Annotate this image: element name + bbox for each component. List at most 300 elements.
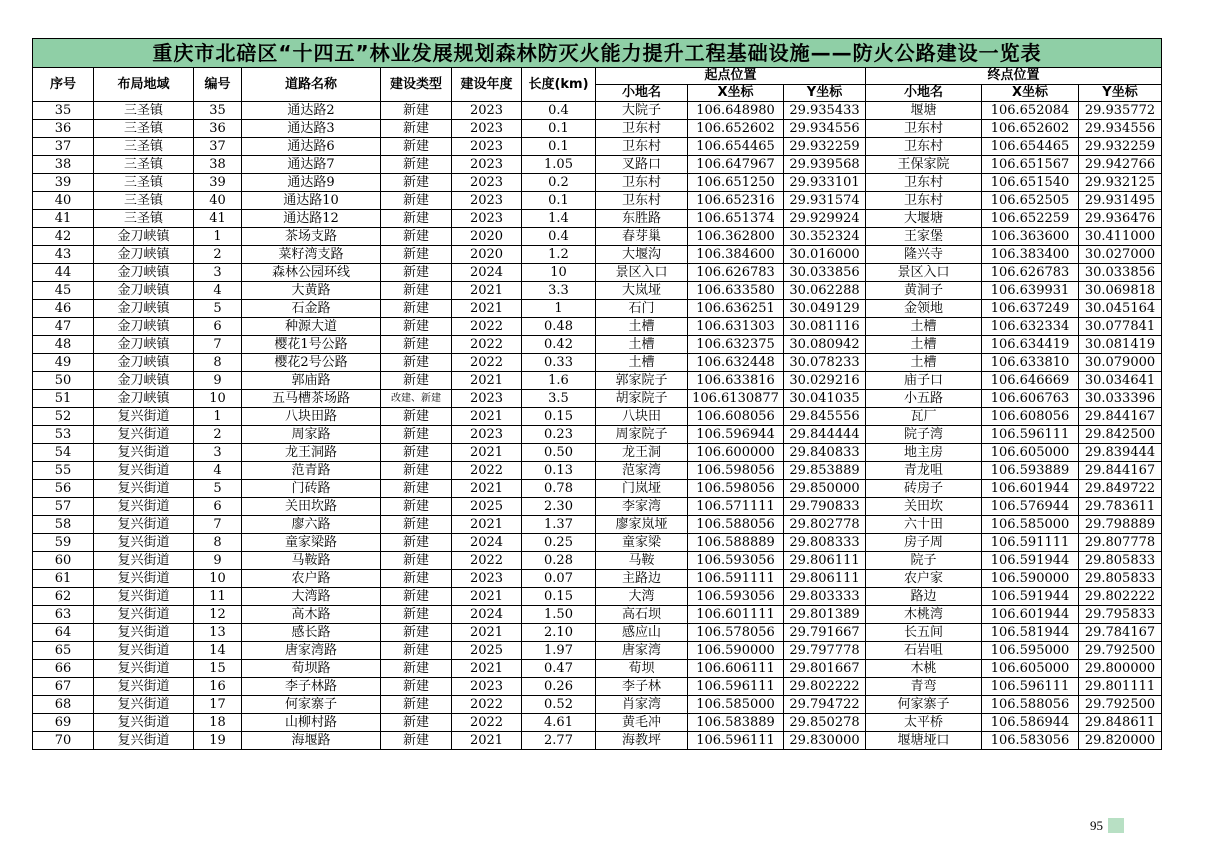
cell-length: 0.28 [522, 552, 596, 570]
cell-construction-type: 新建 [381, 606, 452, 624]
cell-code: 6 [194, 318, 242, 336]
cell-end-place: 庙子口 [866, 372, 982, 390]
cell-code: 10 [194, 390, 242, 408]
cell-length: 0.1 [522, 138, 596, 156]
header-road-name: 道路名称 [242, 68, 381, 102]
cell-construction-type: 新建 [381, 426, 452, 444]
cell-end-x: 106.593889 [982, 462, 1079, 480]
cell-seq: 68 [33, 696, 94, 714]
table-row [33, 192, 1162, 210]
header-length: 长度(km) [522, 68, 596, 102]
cell-area: 金刀峡镇 [94, 246, 194, 264]
cell-start-place: 周家院子 [596, 426, 688, 444]
cell-end-place: 路边 [866, 588, 982, 606]
cell-end-place: 关田坎 [866, 498, 982, 516]
cell-length: 1.4 [522, 210, 596, 228]
cell-construction-year: 2024 [452, 264, 522, 282]
cell-end-x: 106.633810 [982, 354, 1079, 372]
cell-start-place: 春芽巢 [596, 228, 688, 246]
cell-construction-type: 新建 [381, 120, 452, 138]
cell-start-place: 高石坝 [596, 606, 688, 624]
cell-seq: 54 [33, 444, 94, 462]
cell-start-place: 范家湾 [596, 462, 688, 480]
cell-start-x: 106.593056 [688, 552, 784, 570]
cell-length: 4.61 [522, 714, 596, 732]
cell-code: 15 [194, 660, 242, 678]
cell-start-y: 30.062288 [784, 282, 866, 300]
cell-end-place: 黄洞子 [866, 282, 982, 300]
cell-length: 0.42 [522, 336, 596, 354]
header-end-y: Y坐标 [1079, 85, 1162, 102]
page-number: 95 [1090, 818, 1103, 833]
cell-length: 0.23 [522, 426, 596, 444]
cell-area: 复兴街道 [94, 534, 194, 552]
cell-area: 金刀峡镇 [94, 300, 194, 318]
cell-end-y: 29.839444 [1079, 444, 1162, 462]
cell-area: 复兴街道 [94, 444, 194, 462]
cell-area: 金刀峡镇 [94, 228, 194, 246]
cell-road-name: 龙王洞路 [242, 444, 381, 462]
cell-code: 37 [194, 138, 242, 156]
cell-start-place: 胡家院子 [596, 390, 688, 408]
cell-start-y: 29.929924 [784, 210, 866, 228]
cell-construction-type: 新建 [381, 210, 452, 228]
cell-end-x: 106.639931 [982, 282, 1079, 300]
cell-road-name: 周家路 [242, 426, 381, 444]
cell-start-place: 门岚垭 [596, 480, 688, 498]
cell-construction-type: 新建 [381, 624, 452, 642]
cell-start-place: 荀坝 [596, 660, 688, 678]
cell-start-x: 106.585000 [688, 696, 784, 714]
cell-end-x: 106.585000 [982, 516, 1079, 534]
cell-code: 35 [194, 102, 242, 120]
cell-construction-type: 新建 [381, 354, 452, 372]
cell-length: 0.2 [522, 174, 596, 192]
cell-start-x: 106.636251 [688, 300, 784, 318]
cell-road-name: 高木路 [242, 606, 381, 624]
cell-code: 7 [194, 516, 242, 534]
road-construction-table [32, 38, 1162, 750]
cell-end-x: 106.591944 [982, 588, 1079, 606]
cell-start-y: 29.806111 [784, 552, 866, 570]
cell-construction-year: 2022 [452, 354, 522, 372]
cell-end-x: 106.652084 [982, 102, 1079, 120]
table-row [33, 408, 1162, 426]
cell-start-y: 29.790833 [784, 498, 866, 516]
table-row [33, 138, 1162, 156]
cell-end-place: 农户家 [866, 570, 982, 588]
cell-end-place: 地主房 [866, 444, 982, 462]
cell-end-y: 29.844167 [1079, 462, 1162, 480]
header-start-position: 起点位置 [596, 68, 866, 85]
cell-area: 复兴街道 [94, 498, 194, 516]
cell-end-y: 29.935772 [1079, 102, 1162, 120]
cell-road-name: 李子林路 [242, 678, 381, 696]
cell-end-place: 木桃湾 [866, 606, 982, 624]
table-row [33, 210, 1162, 228]
cell-seq: 66 [33, 660, 94, 678]
cell-end-y: 30.079000 [1079, 354, 1162, 372]
cell-length: 0.26 [522, 678, 596, 696]
cell-end-place: 卫东村 [866, 192, 982, 210]
cell-start-place: 大湾 [596, 588, 688, 606]
cell-construction-year: 2022 [452, 336, 522, 354]
cell-construction-type: 新建 [381, 372, 452, 390]
cell-length: 0.78 [522, 480, 596, 498]
cell-area: 金刀峡镇 [94, 282, 194, 300]
cell-end-x: 106.363600 [982, 228, 1079, 246]
cell-end-place: 卫东村 [866, 120, 982, 138]
cell-seq: 51 [33, 390, 94, 408]
cell-start-x: 106.598056 [688, 480, 784, 498]
cell-construction-year: 2022 [452, 696, 522, 714]
cell-construction-year: 2021 [452, 660, 522, 678]
cell-construction-year: 2020 [452, 228, 522, 246]
table-row [33, 246, 1162, 264]
cell-start-y: 29.840833 [784, 444, 866, 462]
cell-end-y: 29.805833 [1079, 552, 1162, 570]
table-row [33, 300, 1162, 318]
cell-construction-type: 新建 [381, 282, 452, 300]
cell-length: 10 [522, 264, 596, 282]
cell-end-x: 106.652505 [982, 192, 1079, 210]
cell-end-x: 106.595000 [982, 642, 1079, 660]
cell-start-x: 106.651250 [688, 174, 784, 192]
cell-code: 17 [194, 696, 242, 714]
cell-code: 4 [194, 462, 242, 480]
cell-road-name: 廖六路 [242, 516, 381, 534]
cell-end-x: 106.637249 [982, 300, 1079, 318]
cell-construction-type: 新建 [381, 246, 452, 264]
cell-code: 18 [194, 714, 242, 732]
cell-end-place: 王保家院 [866, 156, 982, 174]
cell-area: 复兴街道 [94, 588, 194, 606]
cell-start-x: 106.588889 [688, 534, 784, 552]
cell-length: 1.97 [522, 642, 596, 660]
cell-start-x: 106.652316 [688, 192, 784, 210]
cell-seq: 64 [33, 624, 94, 642]
cell-length: 0.25 [522, 534, 596, 552]
cell-seq: 44 [33, 264, 94, 282]
cell-code: 4 [194, 282, 242, 300]
page-number-marker [1108, 818, 1124, 833]
cell-end-place: 金领地 [866, 300, 982, 318]
cell-code: 14 [194, 642, 242, 660]
cell-end-y: 30.069818 [1079, 282, 1162, 300]
cell-end-x: 106.383400 [982, 246, 1079, 264]
cell-area: 复兴街道 [94, 642, 194, 660]
table-row [33, 696, 1162, 714]
table-row [33, 120, 1162, 138]
cell-code: 5 [194, 480, 242, 498]
cell-start-y: 29.801667 [784, 660, 866, 678]
cell-length: 1.2 [522, 246, 596, 264]
cell-start-y: 30.081116 [784, 318, 866, 336]
cell-start-y: 30.352324 [784, 228, 866, 246]
cell-start-y: 30.041035 [784, 390, 866, 408]
cell-construction-year: 2021 [452, 588, 522, 606]
cell-seq: 65 [33, 642, 94, 660]
cell-road-name: 郭庙路 [242, 372, 381, 390]
cell-start-x: 106.608056 [688, 408, 784, 426]
cell-construction-type: 新建 [381, 174, 452, 192]
cell-construction-year: 2023 [452, 678, 522, 696]
cell-area: 三圣镇 [94, 156, 194, 174]
cell-end-y: 29.936476 [1079, 210, 1162, 228]
cell-start-x: 106.632375 [688, 336, 784, 354]
cell-length: 3.3 [522, 282, 596, 300]
cell-start-x: 106.632448 [688, 354, 784, 372]
cell-start-x: 106.362800 [688, 228, 784, 246]
cell-end-place: 房子周 [866, 534, 982, 552]
cell-start-y: 29.845556 [784, 408, 866, 426]
cell-construction-type: 新建 [381, 264, 452, 282]
cell-construction-type: 新建 [381, 714, 452, 732]
cell-length: 0.4 [522, 228, 596, 246]
cell-end-y: 29.807778 [1079, 534, 1162, 552]
header-start-y: Y坐标 [784, 85, 866, 102]
cell-start-y: 29.802222 [784, 678, 866, 696]
road-construction-table-container [32, 38, 1161, 750]
cell-end-x: 106.652259 [982, 210, 1079, 228]
cell-construction-year: 2021 [452, 516, 522, 534]
cell-end-x: 106.581944 [982, 624, 1079, 642]
cell-end-place: 隆兴寺 [866, 246, 982, 264]
cell-code: 13 [194, 624, 242, 642]
cell-seq: 59 [33, 534, 94, 552]
cell-construction-year: 2021 [452, 372, 522, 390]
cell-code: 7 [194, 336, 242, 354]
cell-length: 2.30 [522, 498, 596, 516]
cell-seq: 36 [33, 120, 94, 138]
cell-start-x: 106.654465 [688, 138, 784, 156]
cell-road-name: 通达路10 [242, 192, 381, 210]
cell-construction-year: 2021 [452, 480, 522, 498]
cell-construction-year: 2023 [452, 156, 522, 174]
cell-start-place: 土槽 [596, 336, 688, 354]
cell-start-y: 30.016000 [784, 246, 866, 264]
cell-end-x: 106.632334 [982, 318, 1079, 336]
header-construction-year: 建设年度 [452, 68, 522, 102]
cell-road-name: 森林公园环线 [242, 264, 381, 282]
cell-length: 0.52 [522, 696, 596, 714]
cell-seq: 50 [33, 372, 94, 390]
cell-seq: 69 [33, 714, 94, 732]
table-row [33, 102, 1162, 120]
cell-construction-type: 新建 [381, 318, 452, 336]
cell-end-place: 卫东村 [866, 138, 982, 156]
table-row [33, 570, 1162, 588]
cell-start-x: 106.596111 [688, 732, 784, 750]
cell-area: 复兴街道 [94, 714, 194, 732]
cell-end-x: 106.596111 [982, 678, 1079, 696]
cell-end-place: 青弯 [866, 678, 982, 696]
cell-seq: 48 [33, 336, 94, 354]
cell-seq: 43 [33, 246, 94, 264]
cell-length: 2.10 [522, 624, 596, 642]
cell-construction-year: 2023 [452, 210, 522, 228]
cell-end-place: 瓦厂 [866, 408, 982, 426]
cell-area: 复兴街道 [94, 624, 194, 642]
table-row [33, 390, 1162, 408]
cell-length: 0.1 [522, 120, 596, 138]
cell-road-name: 通达路7 [242, 156, 381, 174]
cell-area: 复兴街道 [94, 552, 194, 570]
cell-start-place: 黄毛冲 [596, 714, 688, 732]
cell-area: 复兴街道 [94, 408, 194, 426]
cell-end-y: 29.931495 [1079, 192, 1162, 210]
cell-length: 0.48 [522, 318, 596, 336]
header-end-x: X坐标 [982, 85, 1079, 102]
cell-construction-year: 2022 [452, 714, 522, 732]
cell-end-y: 30.034641 [1079, 372, 1162, 390]
cell-construction-year: 2023 [452, 102, 522, 120]
cell-code: 3 [194, 444, 242, 462]
cell-end-x: 106.651540 [982, 174, 1079, 192]
cell-start-y: 29.934556 [784, 120, 866, 138]
cell-start-x: 106.6130877 [688, 390, 784, 408]
table-row [33, 588, 1162, 606]
header-start-x: X坐标 [688, 85, 784, 102]
cell-start-y: 30.049129 [784, 300, 866, 318]
cell-end-y: 30.411000 [1079, 228, 1162, 246]
cell-construction-type: 新建 [381, 462, 452, 480]
table-row [33, 282, 1162, 300]
cell-construction-year: 2023 [452, 192, 522, 210]
cell-end-y: 29.932125 [1079, 174, 1162, 192]
cell-length: 0.47 [522, 660, 596, 678]
cell-end-x: 106.626783 [982, 264, 1079, 282]
cell-area: 复兴街道 [94, 570, 194, 588]
cell-code: 11 [194, 588, 242, 606]
cell-start-y: 29.797778 [784, 642, 866, 660]
cell-road-name: 门砖路 [242, 480, 381, 498]
table-row [33, 228, 1162, 246]
cell-end-place: 卫东村 [866, 174, 982, 192]
cell-code: 10 [194, 570, 242, 588]
cell-end-place: 长五间 [866, 624, 982, 642]
cell-road-name: 菜籽湾支路 [242, 246, 381, 264]
cell-area: 金刀峡镇 [94, 390, 194, 408]
cell-seq: 45 [33, 282, 94, 300]
cell-road-name: 范青路 [242, 462, 381, 480]
cell-length: 1.6 [522, 372, 596, 390]
cell-length: 0.33 [522, 354, 596, 372]
cell-seq: 60 [33, 552, 94, 570]
cell-construction-type: 新建 [381, 228, 452, 246]
cell-construction-year: 2024 [452, 534, 522, 552]
cell-end-place: 院子湾 [866, 426, 982, 444]
cell-end-y: 29.795833 [1079, 606, 1162, 624]
cell-code: 6 [194, 498, 242, 516]
cell-construction-year: 2024 [452, 606, 522, 624]
cell-start-x: 106.588056 [688, 516, 784, 534]
cell-start-y: 29.808333 [784, 534, 866, 552]
cell-start-place: 主路边 [596, 570, 688, 588]
cell-start-place: 李家湾 [596, 498, 688, 516]
cell-end-x: 106.652602 [982, 120, 1079, 138]
cell-start-place: 童家梁 [596, 534, 688, 552]
cell-end-place: 景区入口 [866, 264, 982, 282]
cell-seq: 58 [33, 516, 94, 534]
cell-end-y: 29.805833 [1079, 570, 1162, 588]
cell-start-y: 29.803333 [784, 588, 866, 606]
cell-road-name: 石金路 [242, 300, 381, 318]
cell-area: 金刀峡镇 [94, 336, 194, 354]
cell-area: 三圣镇 [94, 138, 194, 156]
cell-end-y: 29.800000 [1079, 660, 1162, 678]
cell-seq: 39 [33, 174, 94, 192]
cell-start-place: 感应山 [596, 624, 688, 642]
cell-end-place: 土槽 [866, 354, 982, 372]
cell-length: 0.15 [522, 408, 596, 426]
cell-construction-year: 2022 [452, 552, 522, 570]
cell-end-place: 小五路 [866, 390, 982, 408]
cell-construction-year: 2021 [452, 444, 522, 462]
cell-seq: 62 [33, 588, 94, 606]
header-start-place: 小地名 [596, 85, 688, 102]
cell-end-place: 六十田 [866, 516, 982, 534]
cell-start-y: 29.801389 [784, 606, 866, 624]
cell-end-place: 木桃 [866, 660, 982, 678]
cell-length: 1 [522, 300, 596, 318]
cell-area: 复兴街道 [94, 426, 194, 444]
cell-end-y: 30.077841 [1079, 318, 1162, 336]
cell-end-place: 大堰塘 [866, 210, 982, 228]
cell-start-place: 马鞍 [596, 552, 688, 570]
cell-construction-year: 2020 [452, 246, 522, 264]
cell-area: 复兴街道 [94, 462, 194, 480]
cell-start-place: 龙王洞 [596, 444, 688, 462]
cell-code: 8 [194, 354, 242, 372]
cell-seq: 52 [33, 408, 94, 426]
cell-start-x: 106.606111 [688, 660, 784, 678]
cell-start-place: 东胜路 [596, 210, 688, 228]
cell-start-x: 106.591111 [688, 570, 784, 588]
cell-length: 0.1 [522, 192, 596, 210]
cell-construction-year: 2023 [452, 426, 522, 444]
cell-start-place: 卫东村 [596, 174, 688, 192]
header-code: 编号 [194, 68, 242, 102]
cell-road-name: 樱花2号公路 [242, 354, 381, 372]
cell-end-y: 29.792500 [1079, 642, 1162, 660]
cell-construction-type: 新建 [381, 336, 452, 354]
cell-construction-type: 新建 [381, 480, 452, 498]
cell-end-x: 106.588056 [982, 696, 1079, 714]
cell-start-x: 106.590000 [688, 642, 784, 660]
cell-length: 1.37 [522, 516, 596, 534]
cell-area: 三圣镇 [94, 120, 194, 138]
cell-end-y: 29.792500 [1079, 696, 1162, 714]
cell-length: 1.50 [522, 606, 596, 624]
cell-length: 0.15 [522, 588, 596, 606]
cell-start-place: 大院子 [596, 102, 688, 120]
cell-end-y: 29.798889 [1079, 516, 1162, 534]
table-row [33, 444, 1162, 462]
cell-construction-type: 新建 [381, 732, 452, 750]
cell-start-y: 29.806111 [784, 570, 866, 588]
cell-start-x: 106.583889 [688, 714, 784, 732]
table-row [33, 732, 1162, 750]
cell-area: 金刀峡镇 [94, 354, 194, 372]
header-construction-type: 建设类型 [381, 68, 452, 102]
cell-start-y: 29.939568 [784, 156, 866, 174]
cell-start-place: 土槽 [596, 354, 688, 372]
cell-construction-type: 新建 [381, 588, 452, 606]
cell-end-y: 29.934556 [1079, 120, 1162, 138]
cell-end-x: 106.601944 [982, 606, 1079, 624]
cell-start-x: 106.598056 [688, 462, 784, 480]
